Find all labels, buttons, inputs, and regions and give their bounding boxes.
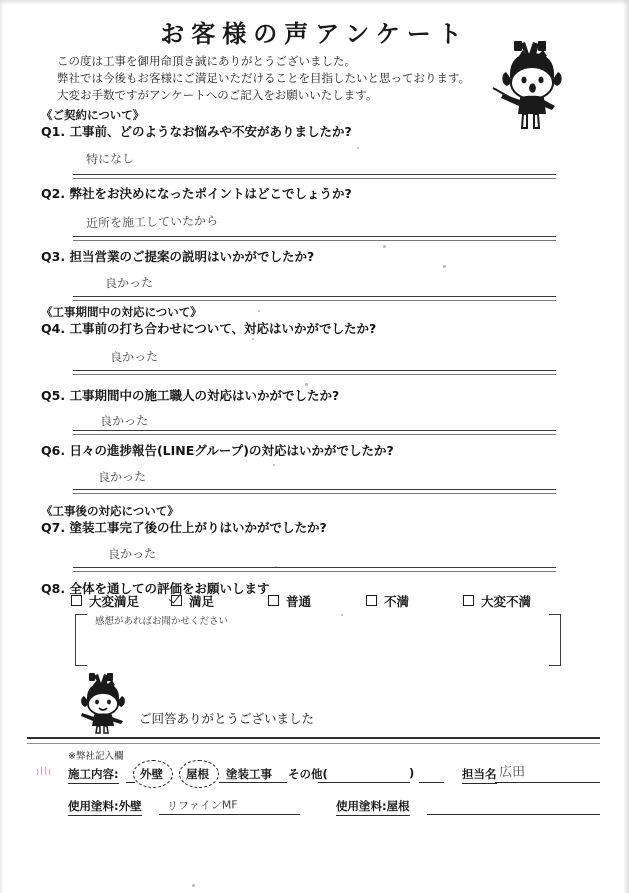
question-number: Q6. bbox=[41, 443, 66, 458]
work-suffix-label: 塗装工事 bbox=[226, 767, 272, 781]
question-number: Q5. bbox=[41, 388, 66, 403]
thanks-message: ご回答ありがとうございました bbox=[139, 711, 315, 726]
question-q3 bbox=[41, 247, 314, 265]
work-option-exterior-wall[interactable]: 外壁 bbox=[140, 767, 163, 781]
question-q4 bbox=[41, 319, 376, 337]
intro-line-3: 大変お手数ですがアンケートへのご記入をお願いいたします。 bbox=[57, 88, 378, 102]
checkbox-satisfied[interactable] bbox=[171, 595, 182, 606]
pink-ink-mark: ıllı bbox=[36, 765, 53, 778]
rating-option-very-satisfied[interactable] bbox=[71, 592, 139, 610]
question-number: Q4. bbox=[41, 321, 66, 336]
comment-hint-text: 感想があればお聞かせください bbox=[95, 616, 229, 627]
intro-line-2: 弊社では今後もお客様にご満足いただけることを目指したいと思っております。 bbox=[57, 71, 471, 85]
question-q5 bbox=[41, 386, 339, 404]
paint-wall-handwriting: リファインMF bbox=[166, 798, 238, 813]
rating-option-normal[interactable] bbox=[268, 592, 311, 610]
answer-rule-q2 bbox=[73, 236, 556, 241]
section-heading-during: 《工事期間中の対応について》 bbox=[41, 305, 202, 319]
staff-name-label: 担当名 bbox=[462, 766, 497, 784]
scan-speck bbox=[443, 265, 446, 268]
other-work-close-paren: ) bbox=[409, 766, 415, 780]
circle-mark-roof bbox=[179, 760, 219, 788]
company-use-note: ※弊社記入欄 bbox=[68, 751, 124, 762]
section-heading-contract: 《ご契約について》 bbox=[41, 108, 145, 122]
question-text: 弊社をお決めになったポイントはどこでしょうか? bbox=[69, 186, 352, 201]
other-work-label: その他( bbox=[288, 767, 328, 781]
question-number: Q1. bbox=[41, 124, 66, 139]
answer-q3-handwriting: 良かった bbox=[104, 275, 154, 291]
intro-text bbox=[57, 53, 470, 104]
staff-name-handwriting: 広田 bbox=[498, 764, 526, 781]
question-q2 bbox=[41, 184, 352, 202]
scan-speck bbox=[252, 338, 254, 340]
intro-line-1: この度は工事を御用命頂き誠にありがとうございました。 bbox=[57, 54, 356, 68]
checkbox-very-satisfied[interactable] bbox=[71, 595, 82, 606]
page-title: お客様の声アンケート bbox=[160, 20, 469, 48]
rating-option-dissatisfied[interactable] bbox=[366, 592, 409, 610]
checkbox-very-dissatisfied[interactable] bbox=[463, 595, 474, 606]
scan-edge-right bbox=[623, 0, 629, 893]
question-text: 工事前の打ち合わせについて、対応はいかがでしたか? bbox=[69, 321, 377, 336]
company-section-divider bbox=[27, 737, 600, 744]
answer-rule-q6 bbox=[73, 489, 556, 494]
other-work-input-rule[interactable] bbox=[318, 782, 410, 783]
question-text: 日々の進捗報告(LINEグループ)の対応はいかがでしたか? bbox=[69, 443, 394, 458]
scan-speck bbox=[383, 245, 386, 248]
answer-rule-q3 bbox=[73, 296, 556, 301]
work-content-rule-a bbox=[126, 782, 135, 783]
question-q6 bbox=[41, 441, 394, 459]
scan-edge-top bbox=[0, 0, 629, 5]
work-content-label: 施工内容: bbox=[68, 766, 119, 784]
rating-label: 不満 bbox=[384, 594, 410, 609]
checkbox-dissatisfied[interactable] bbox=[366, 595, 377, 606]
question-text: 担当営業のご提案の説明はいかがでしたか? bbox=[69, 249, 315, 264]
answer-rule-q4 bbox=[73, 370, 556, 375]
work-option-roof[interactable]: 屋根 bbox=[186, 767, 209, 781]
question-text: 工事期間中の施工職人の対応はいかがでしたか? bbox=[69, 388, 340, 403]
answer-q7-handwriting: 良かった bbox=[107, 546, 157, 562]
paint-wall-input-rule[interactable] bbox=[159, 814, 300, 815]
question-number: Q8. bbox=[41, 581, 66, 596]
scan-speck bbox=[192, 884, 195, 887]
question-text: 塗装工事完了後の仕上がりはいかがでしたか? bbox=[69, 520, 327, 535]
circle-mark-exterior-wall bbox=[133, 760, 173, 788]
checkbox-normal[interactable] bbox=[268, 595, 279, 606]
answer-q2-handwriting: 近所を施工していたから bbox=[85, 213, 219, 231]
section-heading-after: 《工事後の対応について》 bbox=[41, 504, 179, 518]
answer-rule-q5 bbox=[73, 430, 556, 435]
scan-edge-left bbox=[0, 0, 4, 893]
work-content-rule-c bbox=[419, 782, 444, 783]
answer-q6-handwriting: 良かった bbox=[97, 469, 147, 485]
rating-option-satisfied[interactable] bbox=[171, 592, 214, 610]
question-q1 bbox=[41, 122, 352, 140]
work-content-rule-b bbox=[219, 782, 287, 783]
answer-q4-handwriting: 良かった bbox=[109, 349, 159, 365]
answer-q5-handwriting: 良かった bbox=[99, 413, 149, 429]
staff-name-input-rule[interactable] bbox=[495, 782, 600, 783]
comment-bracket-left bbox=[75, 614, 87, 666]
paint-roof-label: 使用塗料:屋根 bbox=[336, 798, 410, 816]
question-text: 工事前、どのようなお悩みや不安がありましたか? bbox=[69, 124, 352, 139]
question-number: Q3. bbox=[41, 249, 66, 264]
scan-speck bbox=[357, 147, 359, 149]
rating-label: 満足 bbox=[189, 594, 215, 609]
comment-bracket-right bbox=[549, 614, 561, 666]
answer-q1-handwriting: 特になし bbox=[85, 151, 135, 167]
rating-label: 大変満足 bbox=[89, 594, 140, 609]
rating-label: 普通 bbox=[286, 594, 312, 609]
question-q7 bbox=[41, 518, 327, 536]
question-number: Q2. bbox=[41, 186, 66, 201]
answer-rule-q7 bbox=[73, 567, 556, 572]
scan-speck bbox=[258, 310, 260, 312]
rating-label: 大変不満 bbox=[481, 594, 532, 609]
question-text: 全体を通しての評価をお願いします bbox=[69, 581, 270, 596]
question-number: Q7. bbox=[41, 520, 66, 535]
mascot-samurai-icon bbox=[489, 38, 575, 130]
mascot-samurai-small-icon bbox=[73, 672, 135, 734]
paint-roof-input-rule[interactable] bbox=[427, 814, 600, 815]
rating-option-very-dissatisfied[interactable] bbox=[463, 592, 531, 610]
scan-speck bbox=[273, 464, 275, 466]
paint-wall-label: 使用塗料:外壁 bbox=[68, 798, 142, 816]
answer-rule-q1 bbox=[73, 174, 556, 179]
